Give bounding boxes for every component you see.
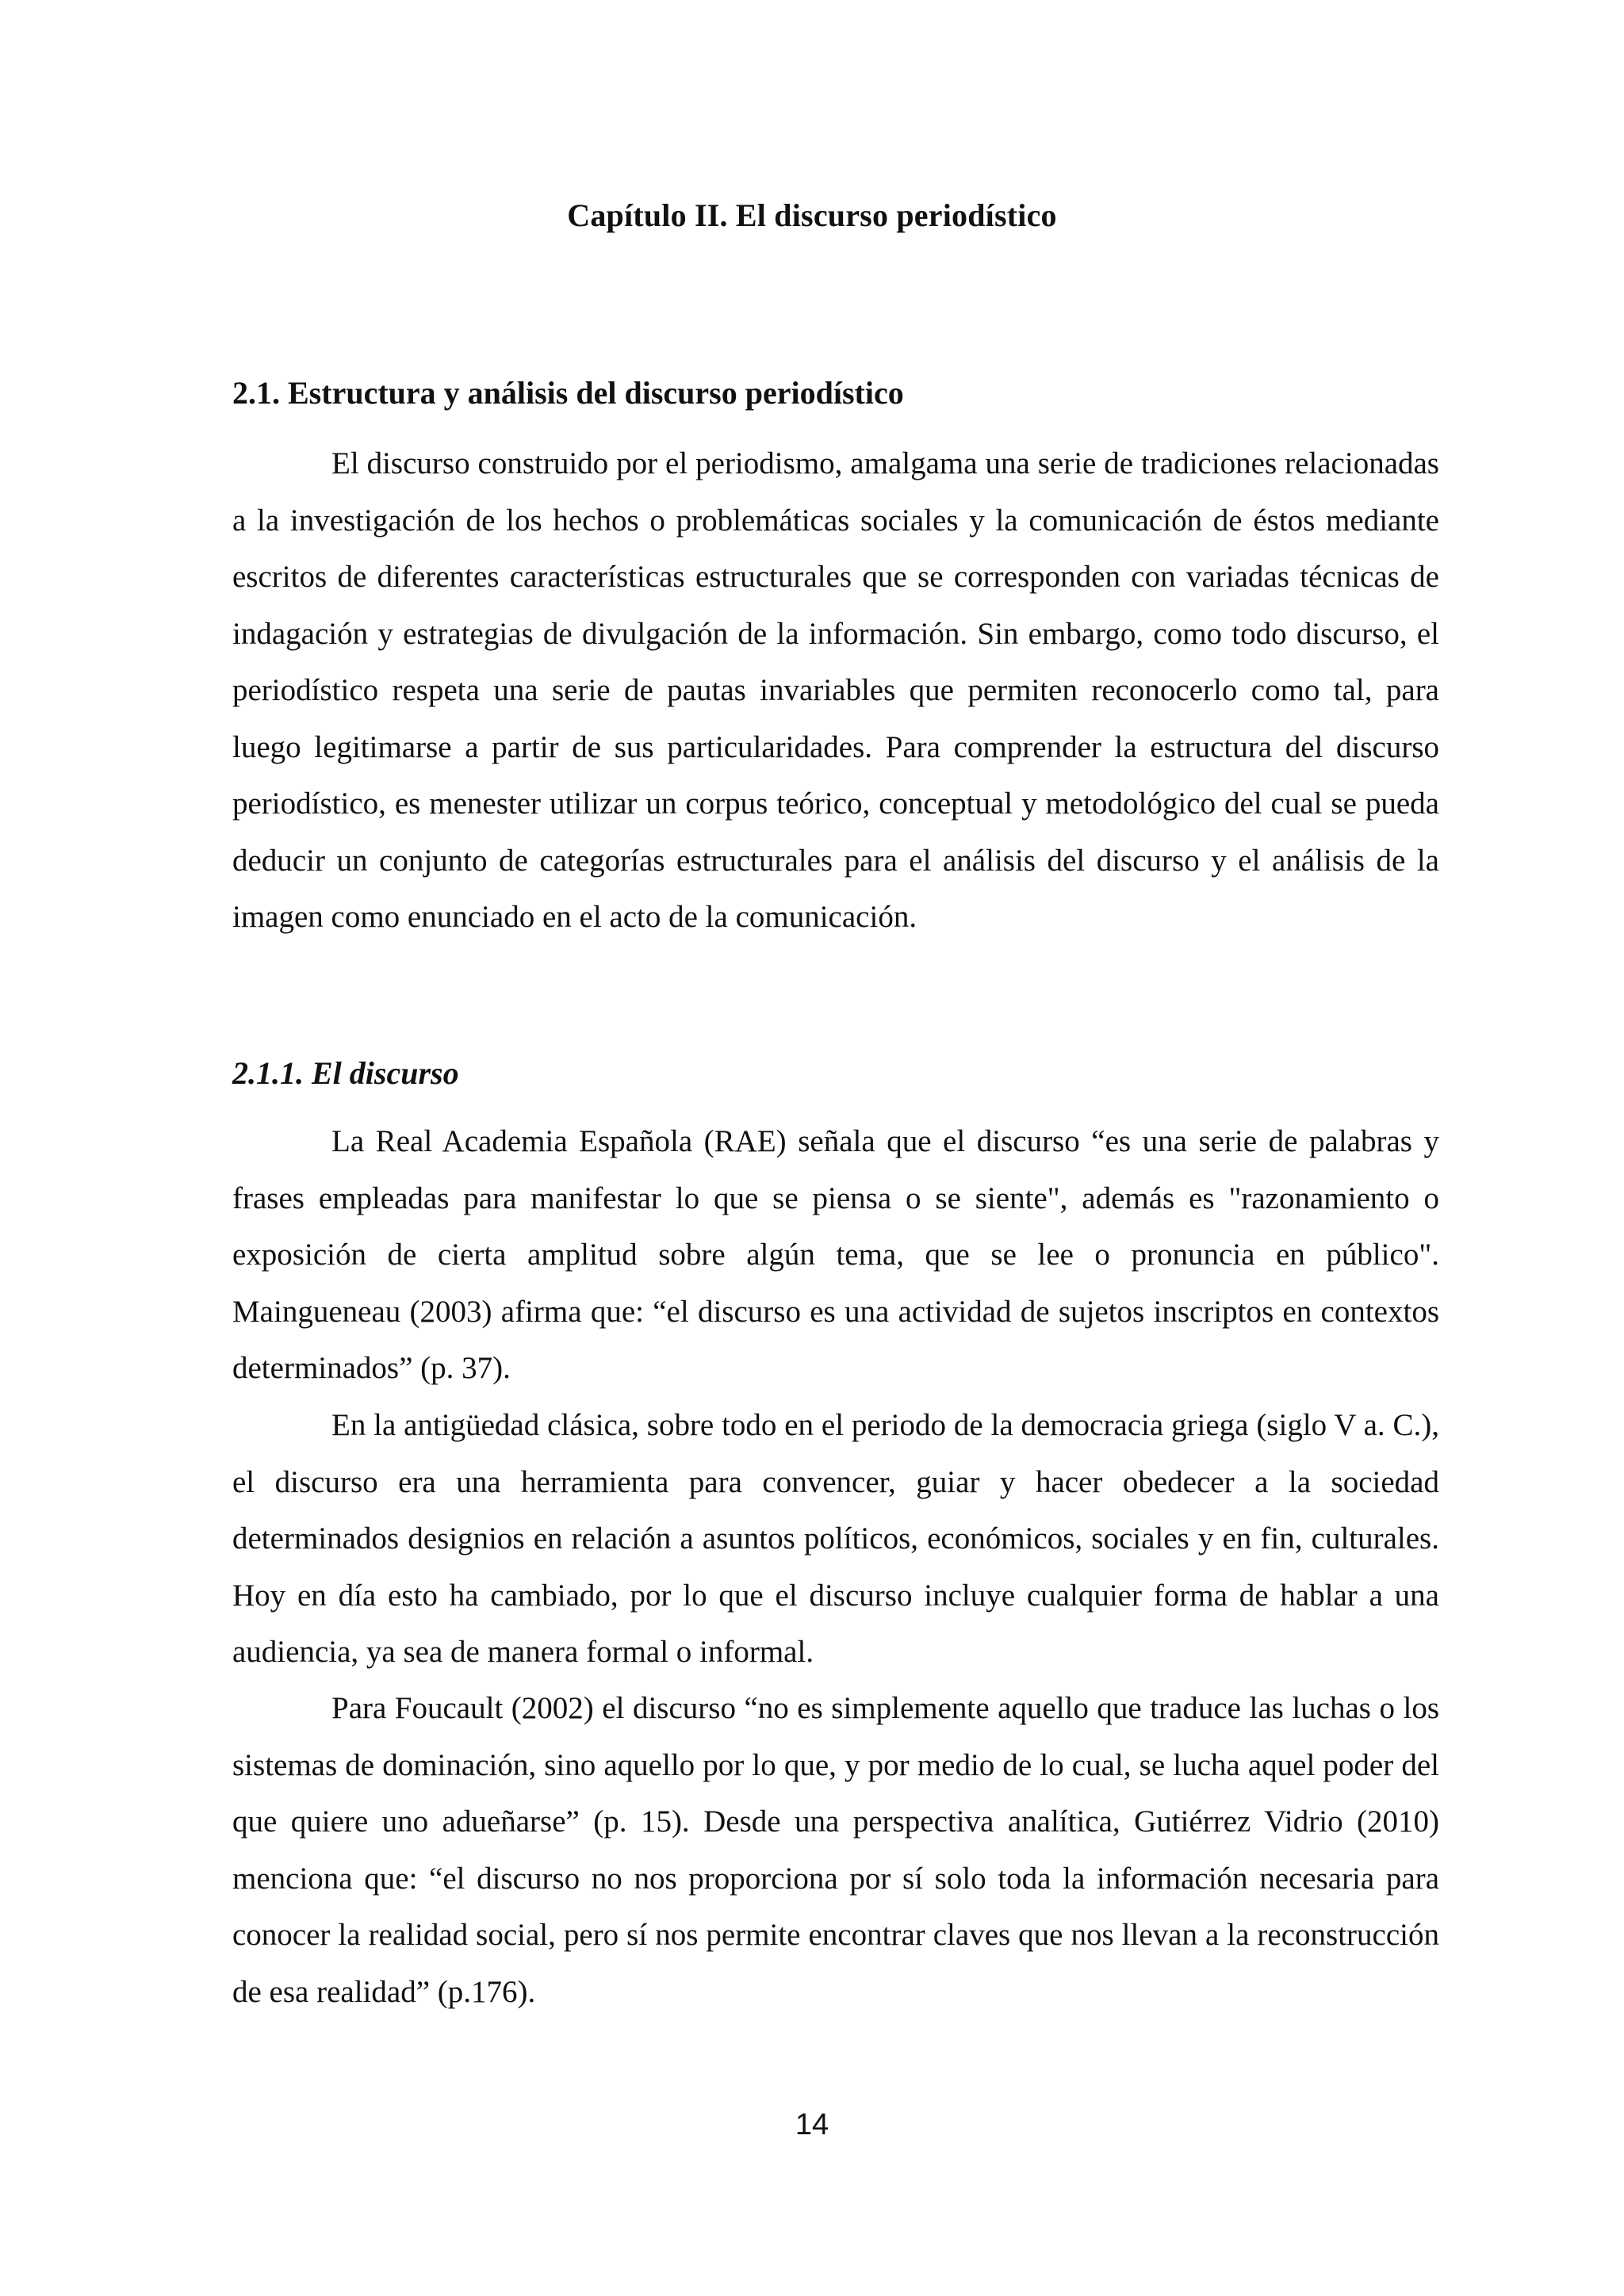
- subsection-heading: 2.1.1. El discurso: [232, 1055, 459, 1091]
- body-paragraph: Para Foucault (2002) el discurso “no es simplemente aquello que traduce las luchas o los sistemas de dominación, sino aquello por lo que, y por medio de lo cual, se lucha aquel poder del que quiere uno adueñarse” (p. 15). Desde una perspectiva analítica, Gutiérrez Vidrio (2010) menciona que: “el discurso no nos proporciona por sí solo toda la información necesaria para conocer la realidad social, pero sí nos permite encontrar claves que nos llevan a la reconstrucción de esa realidad” (p.176).: [232, 1691, 1439, 2009]
- body-paragraph: En la antigüedad clásica, sobre todo en el periodo de la democracia griega (siglo V a. C.), el discurso era una herramienta para convencer, guiar y hacer obedecer a la sociedad determinados designios en relación a asuntos políticos, económicos, sociales y en fin, culturales. Hoy en día esto ha cambiado, por lo que el discurso incluye cualquier forma de hablar a una audiencia, ya sea de manera formal o informal.: [232, 1408, 1439, 1669]
- section-heading: 2.1. Estructura y análisis del discurso periodístico: [232, 375, 904, 411]
- body-paragraph: El discurso construido por el periodismo, amalgama una serie de tradiciones relacionadas a la investigación de los hechos o problemáticas sociales y la comunicación de éstos mediante escritos de diferentes características estructurales que se corresponden con variadas técnicas de indagación y estrategias de divulgación de la información. Sin embargo, como todo discurso, el periodístico respeta una serie de pautas invariables que permiten reconocerlo como tal, para luego legitimarse a partir de sus particularidades. Para comprender la estructura del discurso periodístico, es menester utilizar un corpus teórico, conceptual y metodológico del cual se pueda deducir un conjunto de categorías estructurales para el análisis del discurso y el análisis de la imagen como enunciado en el acto de la comunicación.: [232, 446, 1439, 934]
- body-paragraph: La Real Academia Española (RAE) señala que el discurso “es una serie de palabras y frases empleadas para manifestar lo que se piensa o se siente", además es "razonamiento o exposición de cierta amplitud sobre algún tema, que se lee o pronuncia en público". Maingueneau (2003) afirma que: “el discurso es una actividad de sujetos inscriptos en contextos determinados” (p. 37).: [232, 1124, 1439, 1385]
- page-number: 14: [795, 2108, 829, 2141]
- chapter-title: Capítulo II. El discurso periodístico: [567, 197, 1057, 233]
